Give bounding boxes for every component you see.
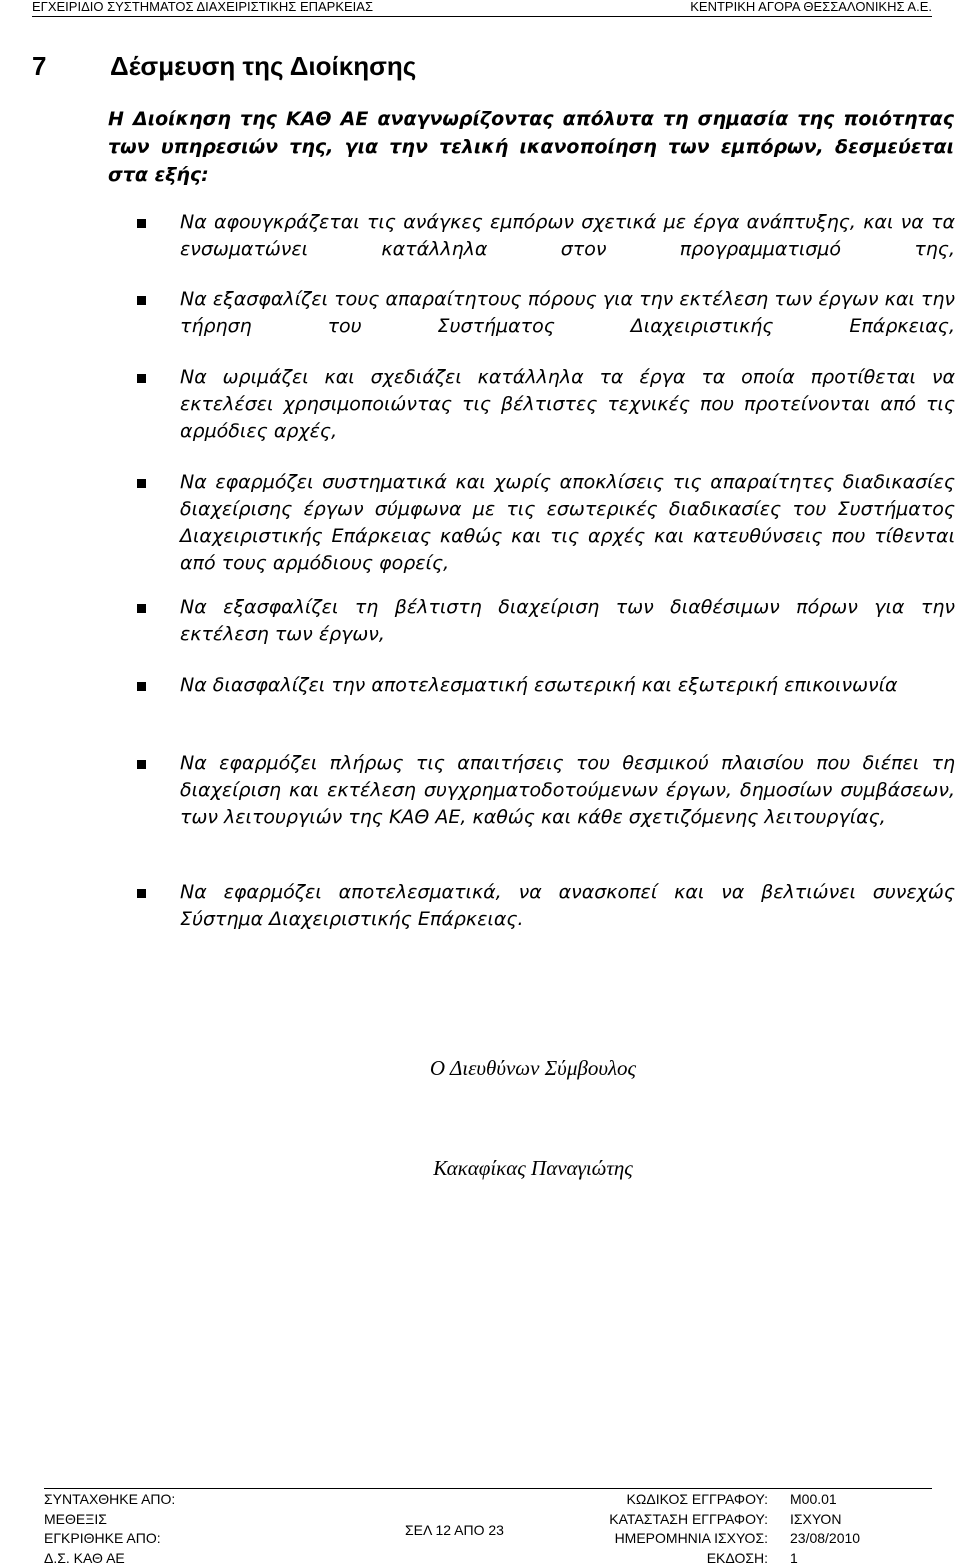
list-item: Να εφαρμόζει αποτελεσματικά, να ανασκοπεί και να βελτιώνει συνεχώς Σύστημα Διαχειριστικής Επάρκειας. [180, 879, 955, 933]
footer-doc-values [790, 1490, 860, 1568]
footer-authorship [44, 1490, 175, 1568]
header-manual-title: ΕΓΧΕΙΡΙΔΙΟ ΣΥΣΤΗΜΑΤΟΣ ΔΙΑΧΕΙΡΙΣΤΙΚΗΣ ΕΠΑΡΚΕΙΑΣ [32, 0, 373, 14]
bullet-icon [137, 604, 146, 613]
footer-approved-label: ΕΓΚΡΙΘΗΚΕ ΑΠΟ: [44, 1529, 175, 1549]
list-item: Να ωριμάζει και σχεδιάζει κατάλληλα τα έργα τα οποία προτίθεται να εκτελέσει χρησιμοποιώντας τις βέλτιστες τεχνικές που προτείνονται από τις αρμόδιες αρχές, [180, 364, 955, 445]
list-item: Να εξασφαλίζει τη βέλτιστη διαχείριση των διαθέσιμων πόρων για την εκτέλεση των έργων, [180, 594, 955, 648]
section-title: Δέσμευση της Διοίκησης [110, 51, 416, 81]
footer-version-value: 1 [790, 1549, 860, 1568]
list-item: Να αφουγκράζεται τις ανάγκες εμπόρων σχετικά με έργα ανάπτυξης, και να τα ενσωματώνει κατάλληλα στον προγραμματισμό της, [180, 209, 955, 263]
page-footer [44, 1488, 932, 1567]
bullet-icon [137, 219, 146, 228]
footer-code-label: ΚΩΔΙΚΟΣ ΕΓΓΡΑΦΟΥ: [582, 1490, 768, 1510]
footer-composed-value: ΜΕΘΕΞΙΣ [44, 1510, 175, 1530]
bullet-icon [137, 889, 146, 898]
signature-role: Ο Διευθύνων Σύμβουλος [0, 1055, 960, 1081]
footer-date-value: 23/08/2010 [790, 1529, 860, 1549]
list-item: Να εφαρμόζει πλήρως τις απαιτήσεις του θεσμικού πλαισίου που διέπει τη διαχείριση και εκτέλεση συγχρηματοδοτούμενων έργων, δημοσίων συμβάσεων, των λειτουργιών της ΚΑΘ ΑΕ, καθώς και κάθε σχετιζόμενης λειτουργίας, [180, 750, 955, 831]
bullet-icon [137, 374, 146, 383]
bullet-icon [137, 479, 146, 488]
footer-version-label: ΕΚΔΟΣΗ: [582, 1549, 768, 1568]
bullet-icon [137, 682, 146, 691]
footer-status-value: ΙΣΧΥΟΝ [790, 1510, 860, 1530]
footer-composed-label: ΣΥΝΤΑΧΘΗΚΕ ΑΠΟ: [44, 1490, 175, 1510]
list-item: Να εφαρμόζει συστηματικά και χωρίς αποκλίσεις τις απαραίτητες διαδικασίες διαχείρισης έργων σύμφωνα με τις εσωτερικές διαδικασίες του Συστήματος Διαχειριστικής Επάρκειας καθώς και τις αρχές και κατευθύνσεις που τίθενται από τους αρμόδιους φορείς, [180, 469, 955, 577]
footer-code-value: Μ00.01 [790, 1490, 860, 1510]
footer-status-label: ΚΑΤΑΣΤΑΣΗ ΕΓΓΡΑΦΟΥ: [582, 1510, 768, 1530]
footer-date-label: ΗΜΕΡΟΜΗΝΙΑ ΙΣΧΥΟΣ: [582, 1529, 768, 1549]
page-header [32, 0, 932, 17]
section-heading [32, 50, 416, 82]
bullet-icon [137, 760, 146, 769]
signature-name: Κακαφίκας Παναγιώτης [0, 1155, 960, 1181]
header-organization: ΚΕΝΤΡΙΚΗ ΑΓΟΡΑ ΘΕΣΣΑΛΟΝΙΚΗΣ Α.Ε. [690, 0, 932, 14]
section-number: 7 [32, 50, 110, 82]
list-item: Να εξασφαλίζει τους απαραίτητους πόρους για την εκτέλεση των έργων και την τήρηση του Συστήματος Διαχειριστικής Επάρκειας, [180, 286, 955, 340]
list-item: Να διασφαλίζει την αποτελεσματική εσωτερική και εξωτερική επικοινωνία [180, 672, 955, 699]
footer-approved-value: Δ.Σ. ΚΑΘ ΑΕ [44, 1549, 175, 1568]
intro-paragraph: Η Διοίκηση της ΚΑΘ ΑΕ αναγνωρίζοντας απόλυτα τη σημασία της ποιότητας των υπηρεσιών της, για την τελική ικανοποίηση των εμπόρων, δεσμεύεται στα εξής: [108, 105, 954, 189]
footer-page-number: ΣΕΛ 12 ΑΠΟ 23 [405, 1521, 504, 1541]
bullet-icon [137, 296, 146, 305]
footer-doc-labels [582, 1490, 768, 1568]
